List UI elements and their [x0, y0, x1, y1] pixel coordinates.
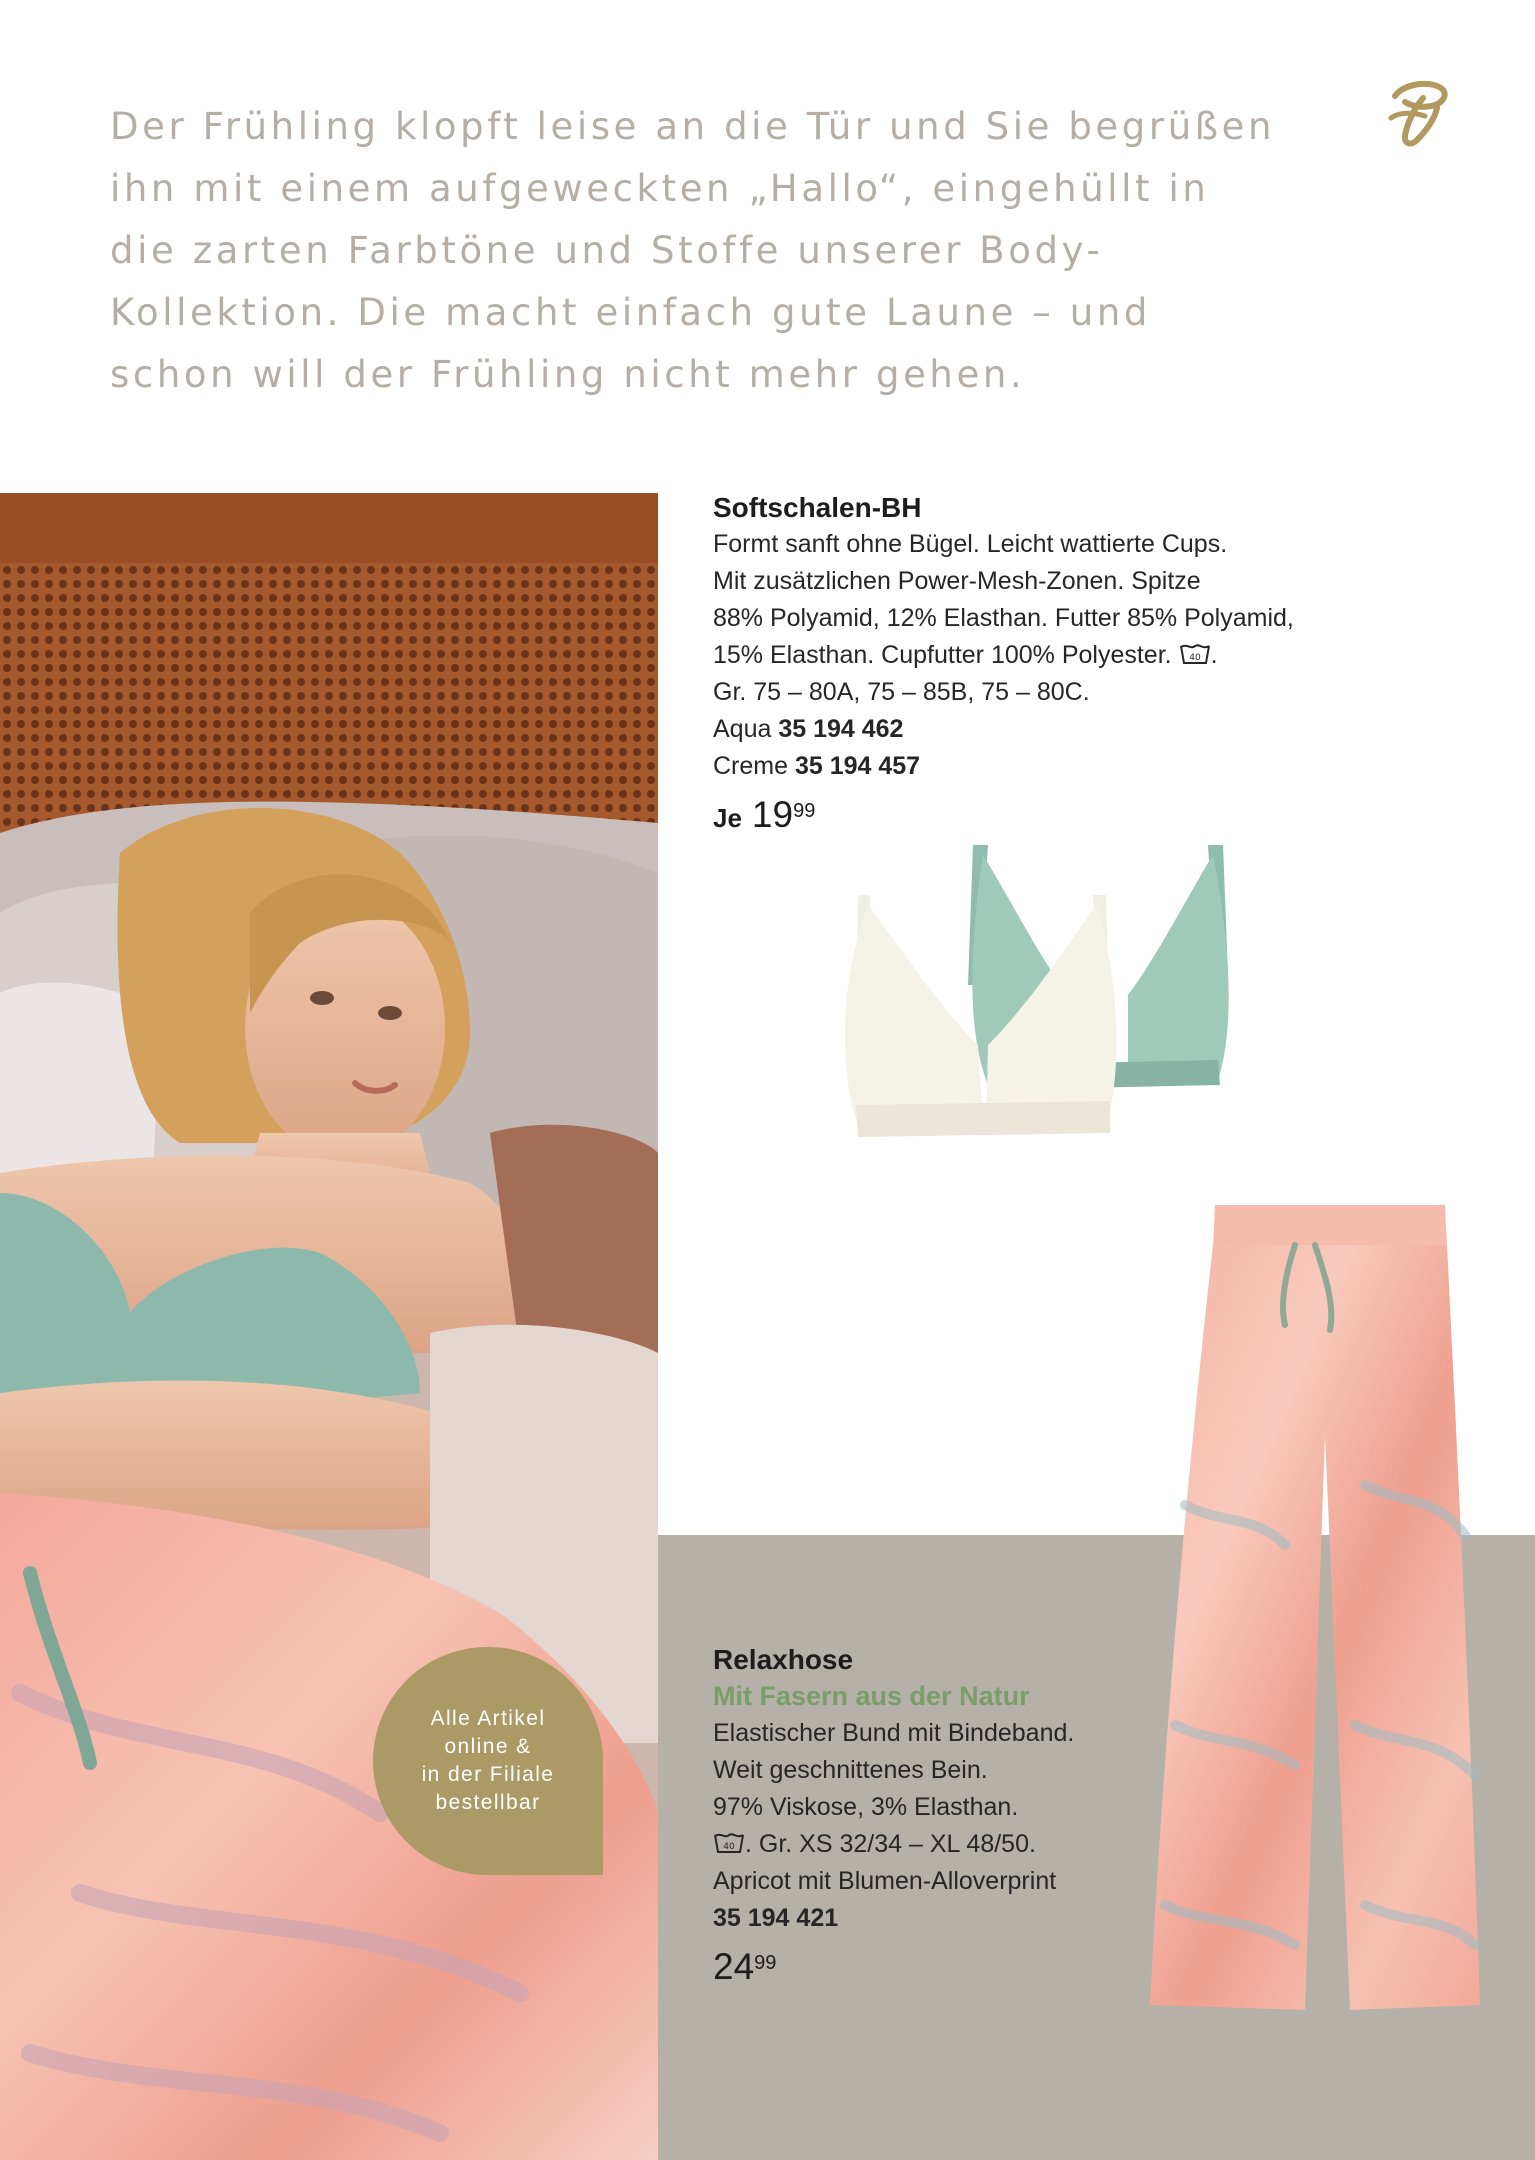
price-cents: 99	[754, 1952, 777, 1974]
availability-badge	[373, 1647, 603, 1875]
product-bra	[713, 490, 1493, 840]
intro-text: Der Frühling klopft leise an die Tür und Sie begrüßen ihn mit einem aufgeweckten „Hallo“, eingehüllt in die zarten Farbtöne und Stoffe unserer Body-Kollektion. Die macht einfach gute Laune – und schon will der Frühling nicht mehr gehen.	[110, 105, 1276, 396]
product-subtitle: Mit Fasern aus der Natur	[713, 1681, 1030, 1711]
bra-product-image	[838, 835, 1238, 1140]
price-main: 24	[713, 1946, 755, 1987]
material-text-end: .	[1210, 641, 1218, 669]
product-description-line: Elastischer Bund mit Bindeband.	[713, 1719, 1075, 1747]
product-sizes: Gr. 75 – 80A, 75 – 85B, 75 – 80C.	[713, 678, 1090, 706]
product-description-line: Mit zusätzlichen Power-Mesh-Zonen. Spitze	[713, 567, 1201, 595]
product-title: Softschalen-BH	[713, 492, 922, 523]
article-number: 35 194 462	[778, 715, 904, 743]
wash-40-icon	[1179, 642, 1211, 666]
svg-text:40: 40	[723, 1842, 735, 1852]
variant-creme	[713, 748, 1493, 785]
wash-40-icon	[713, 1831, 745, 1855]
article-number: 35 194 421	[713, 1904, 839, 1932]
product-sizes	[713, 1826, 1273, 1863]
variant-label: Aqua	[713, 715, 772, 743]
product-price	[713, 1945, 1273, 1989]
price-cents: 99	[793, 800, 816, 822]
price-prefix: Je	[713, 803, 742, 833]
product-material-line	[713, 637, 1493, 674]
product-description-line: Formt sanft ohne Bügel. Leicht wattierte Cups.	[713, 530, 1228, 558]
svg-text:40: 40	[1188, 653, 1201, 663]
variant-label: Creme	[713, 752, 789, 780]
product-material-line: 97% Viskose, 3% Elasthan.	[713, 1793, 1019, 1821]
product-material-line: 88% Polyamid, 12% Elasthan. Futter 85% Polyamid,	[713, 604, 1294, 632]
model-photo	[0, 493, 658, 2160]
product-color: Apricot mit Blumen-Alloverprint	[713, 1867, 1057, 1895]
availability-badge-text: Alle Artikel online & in der Filiale bestellbar	[421, 1707, 555, 1814]
product-description-line: Weit geschnittenes Bein.	[713, 1756, 988, 1784]
product-pants	[713, 1642, 1273, 1989]
article-number-line	[713, 1900, 1273, 1937]
article-number: 35 194 457	[794, 752, 921, 780]
product-price	[713, 793, 1493, 840]
tchibo-bean-logo-icon	[1385, 78, 1451, 148]
price-main: 19	[751, 794, 794, 835]
variant-aqua	[713, 711, 1493, 748]
product-title: Relaxhose	[713, 1644, 854, 1675]
sizes-text: . Gr. XS 32/34 – XL 48/50.	[745, 1830, 1036, 1858]
material-text: 15% Elasthan. Cupfutter 100% Polyester.	[713, 641, 1172, 669]
